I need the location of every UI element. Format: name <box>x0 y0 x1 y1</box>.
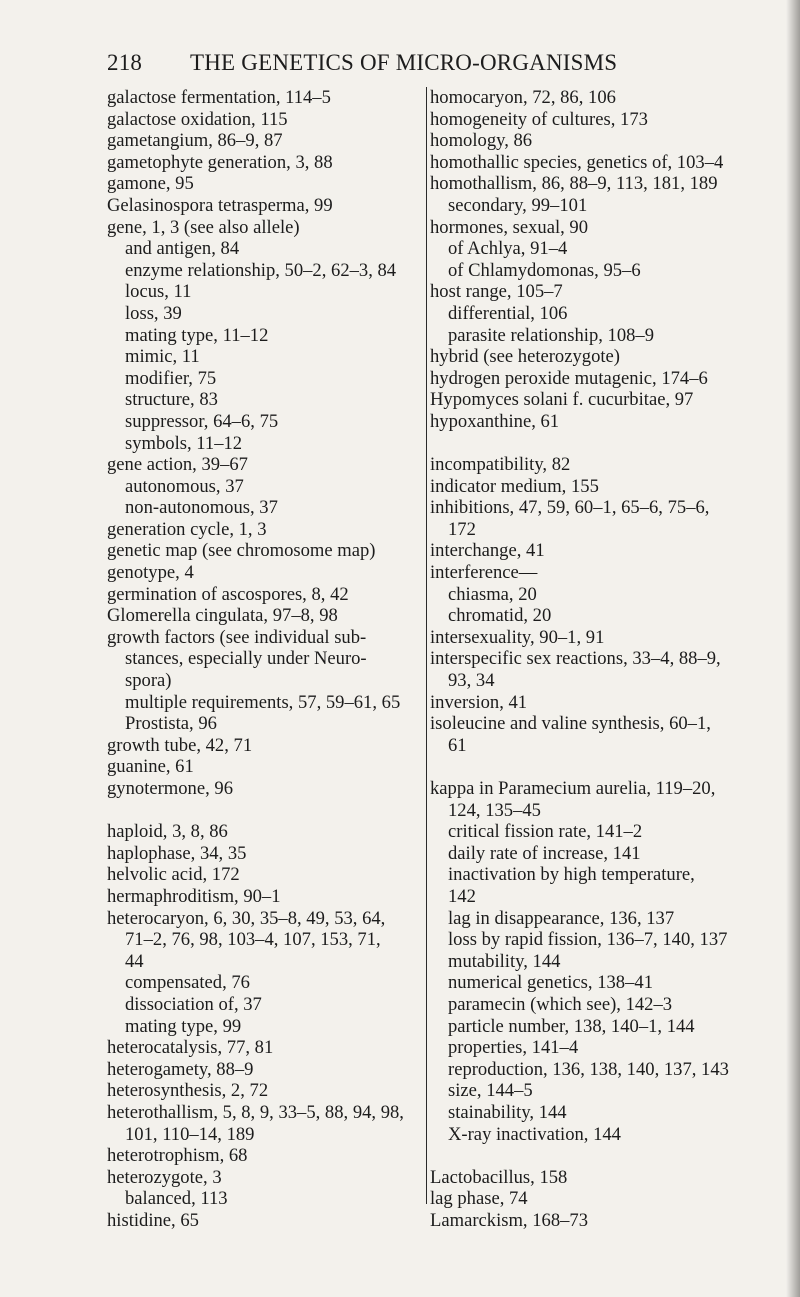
index-entry: homogeneity of cultures, 173 <box>430 108 648 130</box>
index-entry: inversion, 41 <box>430 691 528 713</box>
index-entry: growth tube, 42, 71 <box>107 734 253 756</box>
index-column-left <box>107 87 412 1231</box>
index-entry: heterozygote, 3 <box>107 1166 222 1188</box>
index-entry: Lactobacillus, 158 <box>430 1166 568 1188</box>
index-entry: gynotermone, 96 <box>107 778 233 799</box>
index-entry: 172 <box>448 518 476 540</box>
index-entry: X-ray inactivation, 144 <box>448 1123 621 1145</box>
index-entry: autonomous, 37 <box>125 475 244 497</box>
index-entry: Hypomyces solani f. cucurbitae, 97 <box>430 389 694 411</box>
index-entry: daily rate of increase, 141 <box>448 842 641 864</box>
index-entry: hormones, sexual, 90 <box>430 216 589 238</box>
index-entry: 142 <box>448 885 476 907</box>
index-entry: gametangium, 86–9, 87 <box>107 130 283 152</box>
page-edge-shadow <box>786 0 800 1297</box>
index-entry: 61 <box>448 734 467 756</box>
index-entry: germination of ascospores, 8, 42 <box>107 583 349 605</box>
index-entry: genotype, 4 <box>107 562 194 584</box>
index-entry: Lamarckism, 168–73 <box>430 1209 589 1231</box>
index-entry: helvolic acid, 172 <box>107 864 240 886</box>
index-entry: Gelasinospora tetrasperma, 99 <box>107 194 333 216</box>
index-entry: inactivation by high temperature, <box>448 864 695 886</box>
index-entry: kappa in Paramecium aurelia, 119–20, <box>430 778 716 799</box>
index-entry: indicator medium, 155 <box>430 475 599 497</box>
index-entry: heterothallism, 5, 8, 9, 33–5, 88, 94, 98, <box>107 1101 404 1123</box>
index-entry: locus, 11 <box>125 281 192 303</box>
index-entry: histidine, 65 <box>107 1209 199 1231</box>
page-number: 218 <box>107 50 143 75</box>
index-entry: gene, 1, 3 (see also allele) <box>107 216 300 238</box>
index-entry: loss, 39 <box>125 302 182 324</box>
index-entry: homothallic species, genetics of, 103–4 <box>430 151 724 173</box>
running-title: THE GENETICS OF MICRO-ORGANISMS <box>190 50 618 75</box>
index-entry: interspecific sex reactions, 33–4, 88–9, <box>430 648 721 670</box>
index-entry: compensated, 76 <box>125 972 250 994</box>
index-entry: reproduction, 136, 138, 140, 137, 143 <box>448 1058 729 1080</box>
index-entry: suppressor, 64–6, 75 <box>125 410 279 432</box>
index-entry: 93, 34 <box>448 670 495 692</box>
index-entry: genetic map (see chromosome map) <box>107 540 376 562</box>
index-entry: particle number, 138, 140–1, 144 <box>448 1015 695 1037</box>
index-entry: and antigen, 84 <box>125 238 240 260</box>
index-entry: gamone, 95 <box>107 173 194 195</box>
index-column-right <box>426 87 775 1231</box>
index-entry: secondary, 99–101 <box>448 194 588 216</box>
index-entry: non-autonomous, 37 <box>125 497 278 519</box>
index-entry: dissociation of, 37 <box>125 993 262 1015</box>
index-entry: haploid, 3, 8, 86 <box>107 821 228 843</box>
index-entry: homology, 86 <box>430 130 533 152</box>
index-entry: galactose oxidation, 115 <box>107 108 288 130</box>
index-entry: paramecin (which see), 142–3 <box>448 993 673 1015</box>
index-entry: multiple requirements, 57, 59–61, 65 <box>125 691 401 713</box>
index-entry: stances, especially under Neuro- <box>125 648 367 670</box>
index-entry: symbols, 11–12 <box>125 432 243 454</box>
index-entry: mimic, 11 <box>125 346 200 368</box>
index-entry: homocaryon, 72, 86, 106 <box>430 87 616 108</box>
index-entry: host range, 105–7 <box>430 281 563 303</box>
index-entry: of Chlamydomonas, 95–6 <box>448 259 641 281</box>
index-entry: interchange, 41 <box>430 540 545 562</box>
index-entry: 101, 110–14, 189 <box>125 1123 255 1145</box>
index-entry: enzyme relationship, 50–2, 62–3, 84 <box>125 259 397 281</box>
index-entry: 44 <box>125 950 144 972</box>
index-entry: stainability, 144 <box>448 1101 567 1123</box>
index-entry: mating type, 99 <box>125 1015 242 1037</box>
index-entry: haplophase, 34, 35 <box>107 842 247 864</box>
index-entry: numerical genetics, 138–41 <box>448 972 653 994</box>
index-entry: growth factors (see individual sub- <box>107 626 367 648</box>
index-entry: hybrid (see heterozygote) <box>430 346 620 368</box>
index-entry: interference— <box>430 562 538 584</box>
index-entry: homothallism, 86, 88–9, 113, 181, 189 <box>430 173 718 195</box>
index-entry: chiasma, 20 <box>448 583 537 605</box>
index-entry: balanced, 113 <box>125 1188 228 1210</box>
index-entry: mutability, 144 <box>448 950 561 972</box>
index-entry: lag in disappearance, 136, 137 <box>448 907 675 929</box>
index-entry: heterosynthesis, 2, 72 <box>107 1080 269 1102</box>
index-entry: loss by rapid fission, 136–7, 140, 137 <box>448 929 728 951</box>
index-entry: mating type, 11–12 <box>125 324 269 346</box>
index-entry: hermaphroditism, 90–1 <box>107 885 281 907</box>
index-entry: gametophyte generation, 3, 88 <box>107 151 333 173</box>
index-entry: intersexuality, 90–1, 91 <box>430 626 605 648</box>
index-entry: critical fission rate, 141–2 <box>448 821 643 843</box>
index-entry: hydrogen peroxide mutagenic, 174–6 <box>430 367 708 389</box>
index-entry: incompatibility, 82 <box>430 454 571 476</box>
index-entry: heterotrophism, 68 <box>107 1145 248 1167</box>
index-entry: gene action, 39–67 <box>107 454 248 476</box>
index-entry: of Achlya, 91–4 <box>448 238 568 260</box>
index-entry: isoleucine and valine synthesis, 60–1, <box>430 713 711 735</box>
index-entry: 71–2, 76, 98, 103–4, 107, 153, 71, <box>125 929 381 951</box>
index-entry: parasite relationship, 108–9 <box>448 324 655 346</box>
index-entry: size, 144–5 <box>448 1080 533 1102</box>
index-entry: Glomerella cingulata, 97–8, 98 <box>107 605 338 627</box>
index-entry: properties, 141–4 <box>448 1037 579 1059</box>
index-entry: modifier, 75 <box>125 367 217 389</box>
index-entry: Prostista, 96 <box>125 713 217 735</box>
index-entry: spora) <box>125 670 172 692</box>
index-entry: 124, 135–45 <box>448 799 541 821</box>
index-entry: guanine, 61 <box>107 756 194 778</box>
index-entry: galactose fermentation, 114–5 <box>107 87 331 108</box>
index-entry: differential, 106 <box>448 302 568 324</box>
index-entry: structure, 83 <box>125 389 218 411</box>
index-entry: lag phase, 74 <box>430 1188 528 1210</box>
index-entry: generation cycle, 1, 3 <box>107 518 267 540</box>
index-entry: chromatid, 20 <box>448 605 552 627</box>
index-entry: heterocaryon, 6, 30, 35–8, 49, 53, 64, <box>107 907 386 929</box>
index-entry: inhibitions, 47, 59, 60–1, 65–6, 75–6, <box>430 497 710 519</box>
index-entry: heterocatalysis, 77, 81 <box>107 1037 274 1059</box>
index-entry: heterogamety, 88–9 <box>107 1058 254 1080</box>
index-entry: hypoxanthine, 61 <box>430 410 560 432</box>
